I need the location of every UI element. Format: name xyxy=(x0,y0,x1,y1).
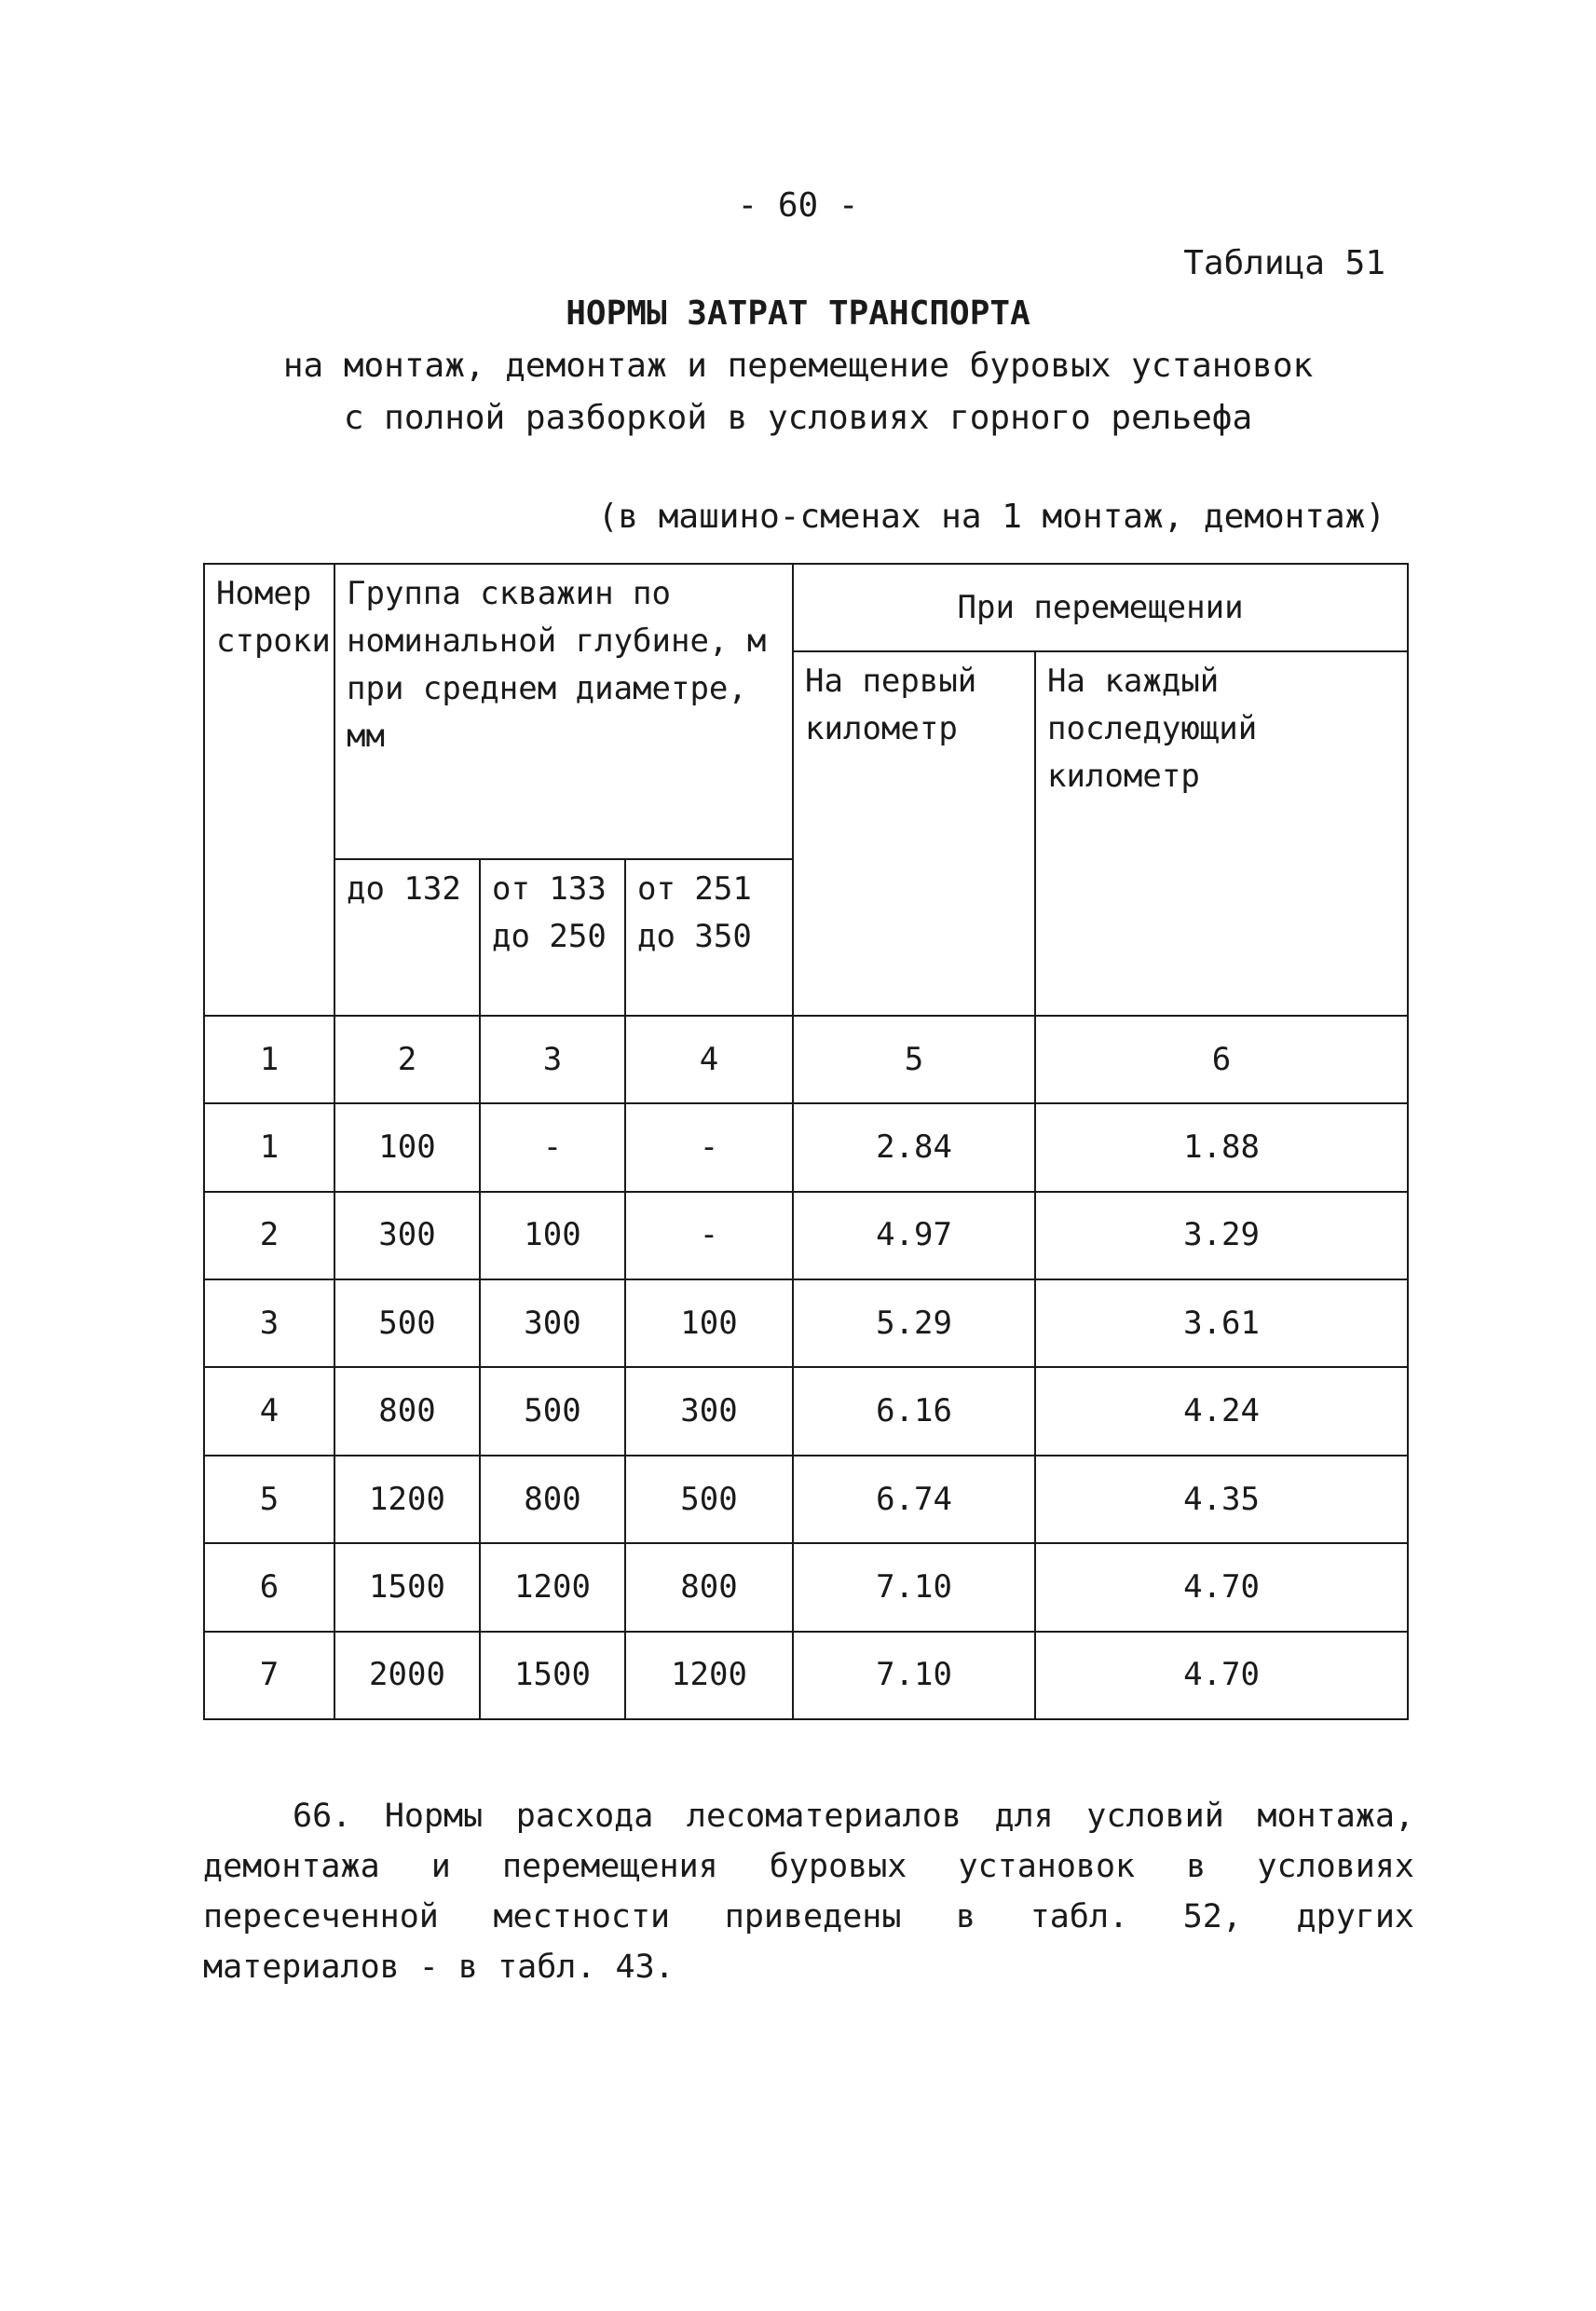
column-number: 4 xyxy=(625,1016,793,1103)
table-cell: 1200 xyxy=(625,1632,793,1719)
table-cell: 4.70 xyxy=(1035,1543,1408,1631)
column-number: 1 xyxy=(204,1016,334,1103)
header-row-number: Номер строки xyxy=(204,564,334,1016)
table-cell: 1200 xyxy=(334,1456,480,1543)
table-row xyxy=(204,1543,1408,1631)
header-movement: При перемещении xyxy=(793,564,1408,651)
column-number-row xyxy=(204,1016,1408,1103)
header-first-km: На первый километр xyxy=(793,651,1035,1016)
table-cell: 3 xyxy=(204,1279,334,1367)
table-cell: 1500 xyxy=(480,1632,625,1719)
norms-table xyxy=(203,563,1409,1720)
header-133-250: от 133 до 250 xyxy=(480,859,625,1016)
table-cell: 800 xyxy=(625,1543,793,1631)
header-upto-132: до 132 xyxy=(334,859,480,1016)
table-cell: - xyxy=(480,1103,625,1191)
table-cell: 800 xyxy=(334,1367,480,1455)
table-cell: 1 xyxy=(204,1103,334,1191)
column-number: 5 xyxy=(793,1016,1035,1103)
table-subtitle-line-1: на монтаж, демонтаж и перемещение буровых установок xyxy=(282,347,1314,385)
table-cell: 500 xyxy=(480,1367,625,1455)
table-label: Таблица 51 xyxy=(1183,244,1385,282)
table-cell: 100 xyxy=(480,1192,625,1279)
table-row xyxy=(204,1279,1408,1367)
header-251-350: от 251 до 350 xyxy=(625,859,793,1016)
table-cell: 100 xyxy=(334,1103,480,1191)
column-number: 6 xyxy=(1035,1016,1408,1103)
table-cell: 300 xyxy=(480,1279,625,1367)
column-number: 2 xyxy=(334,1016,480,1103)
table-cell: - xyxy=(625,1103,793,1191)
table-cell: - xyxy=(625,1192,793,1279)
table-cell: 3.61 xyxy=(1035,1279,1408,1367)
table-row xyxy=(204,1192,1408,1279)
table-cell: 1.88 xyxy=(1035,1103,1408,1191)
table-cell: 7 xyxy=(204,1632,334,1719)
table-cell: 3.29 xyxy=(1035,1192,1408,1279)
column-number: 3 xyxy=(480,1016,625,1103)
table-cell: 6.16 xyxy=(793,1367,1035,1455)
table-subtitle-line-2: с полной разборкой в условиях горного рельефа xyxy=(343,399,1253,437)
table-cell: 6.74 xyxy=(793,1456,1035,1543)
table-row xyxy=(204,1103,1408,1191)
table-cell: 4.24 xyxy=(1035,1367,1408,1455)
table-cell: 500 xyxy=(334,1279,480,1367)
page-number: - 60 - xyxy=(737,186,859,225)
table-cell: 1200 xyxy=(480,1543,625,1631)
table-cell: 5 xyxy=(204,1456,334,1543)
table-title: НОРМЫ ЗАТРАТ ТРАНСПОРТА xyxy=(566,294,1030,333)
table-cell: 2.84 xyxy=(793,1103,1035,1191)
table-cell: 300 xyxy=(625,1367,793,1455)
table-cell: 4.35 xyxy=(1035,1456,1408,1543)
table-cell: 4.70 xyxy=(1035,1632,1408,1719)
table-cell: 2000 xyxy=(334,1632,480,1719)
paragraph-66: 66. Нормы расхода лесоматериалов для условий монтажа, демонтажа и перемещения буровых установок в условиях пересеченной местности приведены в табл. 52, других материалов - в табл. 43. xyxy=(203,1798,1414,1986)
table-cell: 100 xyxy=(625,1279,793,1367)
table-cell: 4.97 xyxy=(793,1192,1035,1279)
table-cell: 4 xyxy=(204,1367,334,1455)
table-row xyxy=(204,1456,1408,1543)
table-cell: 7.10 xyxy=(793,1632,1035,1719)
table-cell: 1500 xyxy=(334,1543,480,1631)
table-cell: 300 xyxy=(334,1192,480,1279)
table-cell: 5.29 xyxy=(793,1279,1035,1367)
table-cell: 500 xyxy=(625,1456,793,1543)
header-well-group: Группа скважин по номинальной глубине, м при среднем диаметре, мм xyxy=(334,564,793,859)
header-row-1 xyxy=(204,564,1408,651)
table-row xyxy=(204,1367,1408,1455)
table-cell: 800 xyxy=(480,1456,625,1543)
units-note: (в машино-сменах на 1 монтаж, демонтаж) xyxy=(597,498,1385,536)
table-row xyxy=(204,1632,1408,1719)
table-cell: 6 xyxy=(204,1543,334,1631)
header-each-next-km: На каждый последующий километр xyxy=(1035,651,1408,1016)
table-cell: 7.10 xyxy=(793,1543,1035,1631)
table-cell: 2 xyxy=(204,1192,334,1279)
